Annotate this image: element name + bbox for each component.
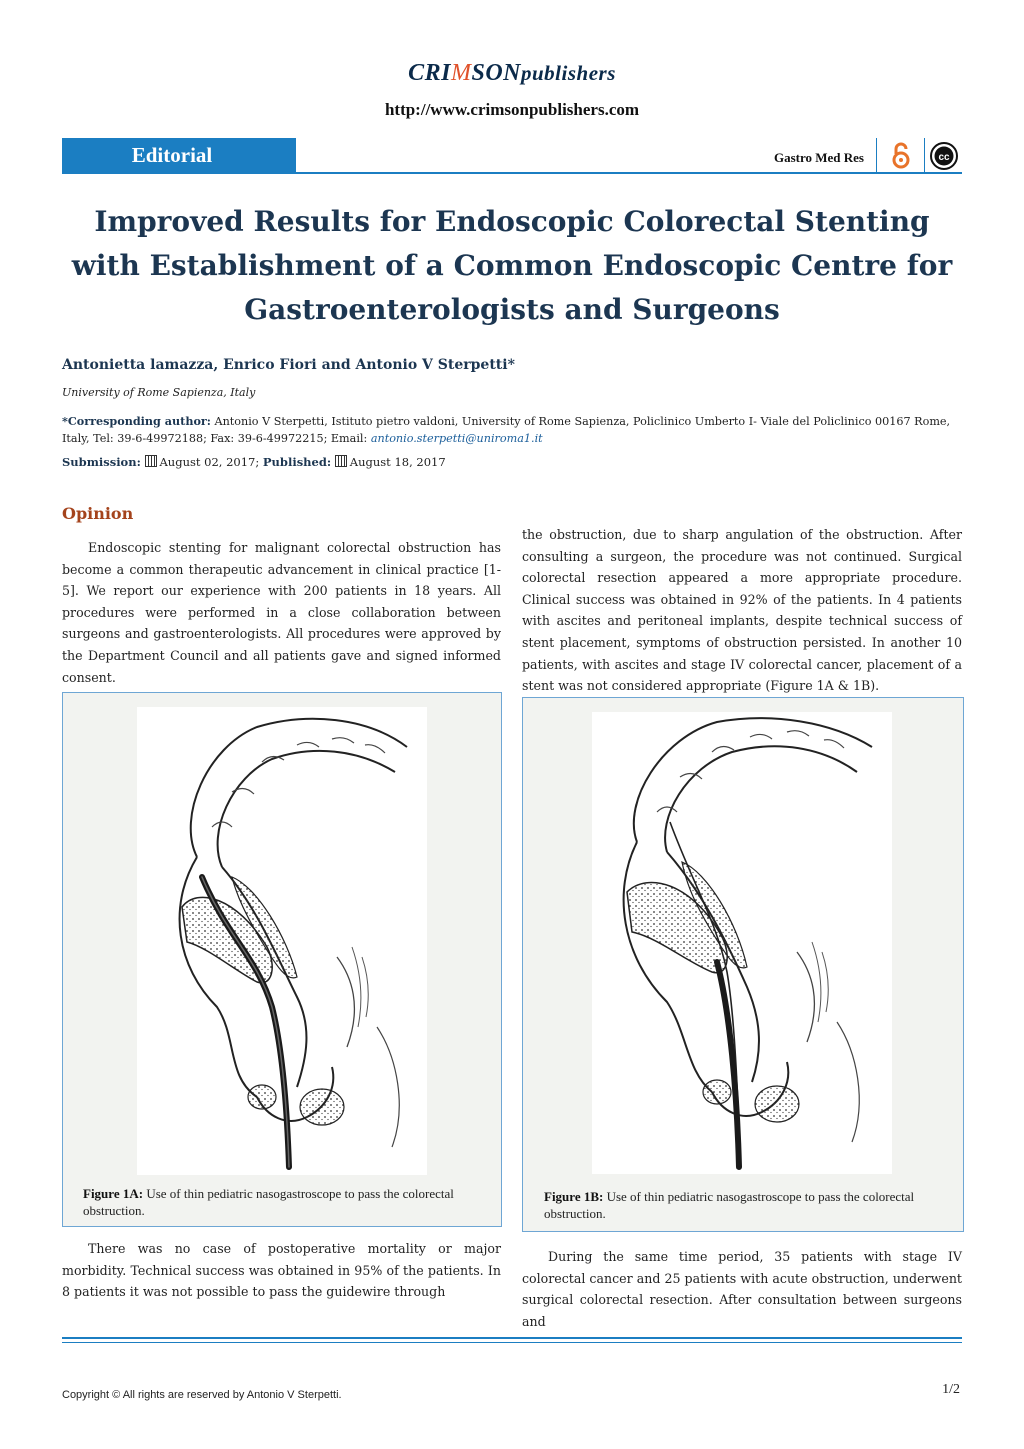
figure-label: Figure 1A: [83, 1186, 144, 1201]
footer-rule [62, 1337, 962, 1339]
body-paragraph: There was no case of postoperative mortality or major morbidity. Technical success was obtained in 95% of the patients. In 8 patients it was not possible to pass the guidewire through [62, 1241, 501, 1300]
author-list: Antonietta lamazza, Enrico Fiori and Antonio V Sterpetti* [62, 357, 515, 373]
footer-rule [62, 1342, 962, 1343]
publisher-url[interactable]: http://www.crimsonpublishers.com [384, 100, 640, 119]
affiliation: University of Rome Sapienza, Italy [62, 386, 256, 399]
creative-commons-icon [930, 142, 958, 170]
figure-caption-text: Use of thin pediatric nasogastroscope to pass the colorectal obstruction. [544, 1189, 915, 1221]
article-dates [62, 454, 446, 469]
article-title: Improved Results for Endoscopic Colorectal Stenting with Establishment of a Common Endoscopic Centre for Gastroenterologists and Surgeons [71, 205, 953, 326]
submission-label: Submission: [62, 455, 141, 469]
article-type-label: Editorial [131, 143, 213, 167]
submission-date: August 02, 2017; [159, 455, 260, 469]
email-link[interactable]: antonio.sterpetti@uniroma1.it [370, 432, 543, 445]
header-divider [876, 138, 877, 172]
figure-1b-caption [544, 1188, 944, 1222]
calendar-icon [335, 455, 347, 467]
svg-text:cc: cc [938, 152, 950, 163]
open-access-icon [888, 140, 914, 170]
published-date: August 18, 2017 [349, 455, 446, 469]
figure-1a-caption [83, 1185, 483, 1219]
header-rule [62, 172, 962, 174]
copyright-notice: Copyright © All rights are reserved by Antonio V Sterpetti. [62, 1389, 342, 1401]
figure-1a-illustration [137, 707, 427, 1175]
published-label: Published: [262, 455, 332, 469]
calendar-icon [145, 455, 157, 467]
figure-caption-text: Use of thin pediatric nasogastroscope to pass the colorectal obstruction. [83, 1186, 454, 1218]
corresponding-author [62, 413, 962, 447]
corresponding-label: *Corresponding author: [62, 414, 211, 428]
page-number: 1/2 [942, 1382, 960, 1397]
body-paragraph: Endoscopic stenting for malignant colorectal obstruction has become a common therapeutic advancement in clinical practice [1-5]. We report our experience with 200 patients in 18 years. All procedures were performed in a close collaboration between surgeons and gastroenterologists. All procedures were approved by the Department Council and all patients gave and signed informed consent. [62, 540, 501, 685]
figure-1b-illustration [592, 712, 892, 1174]
body-paragraph: the obstruction, due to sharp angulation of the obstruction. After consulting a surgeon, the procedure was not continued. Surgical colorectal resection appeared a more appropriate procedure. Clinical success was obtained in 92% of the patients. In 4 patients with ascites and peritoneal implants, despite technical success of stent placement, symptoms of obstruction persisted. In another 10 patients, with ascites and stage IV colorectal cancer, placement of a stent was not considered appropriate (Figure 1A & 1B). [522, 527, 962, 694]
journal-name: Gastro Med Res [773, 150, 864, 165]
figure-label: Figure 1B: [544, 1189, 604, 1204]
header-divider [924, 138, 925, 172]
publisher-logo: CRIMSONpublishers [408, 60, 616, 86]
body-paragraph: During the same time period, 35 patients with stage IV colorectal cancer and 25 patients with acute obstruction, underwent surgical colorectal resection. After consultation between surgeons and [522, 1249, 962, 1329]
section-heading: Opinion [62, 504, 134, 523]
corresponding-text: Antonio V Sterpetti, Istituto pietro valdoni, University of Rome Sapienza, Policlinico Umberto I- Viale del Policlinico 00167 Rome, Italy, Tel: 39-6-49972188; Fax: 39-6-49972215; Email: [62, 415, 951, 445]
